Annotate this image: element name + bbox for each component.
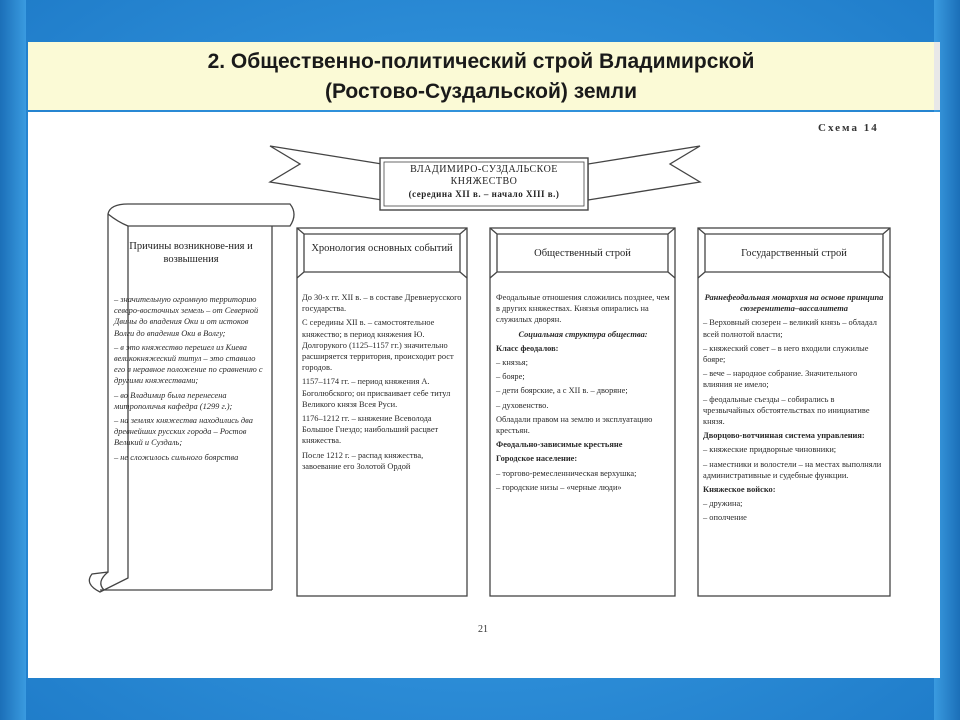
causes-item: – во Владимир была перенесена митрополичья кафедра (1299 г.);: [114, 390, 233, 411]
social-urban-item: – торгово-ремесленническая верхушка;: [496, 468, 637, 478]
chronology-list: [302, 292, 462, 475]
scheme-label: Схема 14: [818, 122, 879, 134]
chronology-item: 1157–1174 гг. – период княжения А. Боголюбского; он присваивает себе титул Великого князя Всея Руси.: [302, 377, 451, 409]
state-item: – феодальные съезды – собирались в чрезвычайных обстоятельствах по инициативе князя.: [703, 394, 870, 427]
banner-line-2: КНЯЖЕСТВО: [450, 176, 518, 187]
state-item: – Верховный сюзерен – великий князь – обладал всей полнотой власти;: [703, 318, 877, 339]
social-subhead: Социальная структура общества:: [518, 329, 648, 339]
state-palace-head: Дворцово-вотчинная система управления:: [703, 431, 865, 441]
social-feudal-item: – духовенство.: [496, 400, 549, 410]
causes-item: – на землях княжества находились два древнейших русских города – Ростов Великий и Суздаль;: [114, 416, 253, 448]
state-subhead: Раннефеодальная монархия на основе принципа сюзеренитета–вассалитета: [704, 293, 884, 314]
banner-ribbon-left: [270, 146, 382, 200]
banner-line-1: ВЛАДИМИРО-СУЗДАЛЬСКОЕ: [410, 164, 558, 175]
social-feudal-item: – бояре;: [496, 372, 525, 382]
chronology-item: После 1212 г. – распад княжества, завоевание его Золотой Ордой: [302, 450, 424, 471]
social-urban-item: – городские низы – «черные люди»: [496, 482, 622, 492]
banner-ribbon-right: [588, 146, 700, 200]
social-intro: Феодальные отношения сложились позднее, чем в других княжествах. Князья опирались на служилых дворян.: [496, 293, 670, 325]
social-feudal-item: – дети боярские, а с XII в. – дворяне;: [496, 386, 628, 396]
state-army-item: – ополчение: [703, 513, 747, 523]
causes-header: Причины возникнове-ния и возвышения: [129, 241, 253, 265]
state-palace-item: – наместники и волостели – на местах выполняли административные и судебные функции.: [703, 459, 882, 480]
state-army-head: Княжеское войско:: [703, 485, 776, 495]
social-header: Общественный строй: [534, 248, 631, 259]
chronology-item: До 30-х гг. XII в. – в составе Древнерусского государства.: [302, 293, 462, 314]
title-line-2: (Ростово-Суздальской) земли: [324, 80, 638, 103]
causes-item: – не сложилось сильного боярства: [114, 452, 239, 462]
social-dependent: Феодально-зависимые крестьяне: [496, 440, 623, 450]
state-item: – княжеский совет – в него входили служилые бояре;: [703, 343, 869, 365]
causes-list: [114, 294, 266, 466]
social-class-feudal: Класс феодалов:: [496, 343, 559, 353]
state-item: – вече – народное собрание. Значительного влияния не имело;: [703, 369, 858, 390]
state-header: Государственный строй: [741, 248, 847, 259]
banner-title: [384, 164, 584, 200]
chronology-header: Хронология основных событий: [311, 243, 453, 254]
social-urban: Городское население:: [496, 454, 578, 464]
state-army-item: – дружина;: [703, 499, 743, 509]
page-number: 21: [478, 624, 488, 635]
banner-line-3: (середина XII в. – начало XIII в.): [408, 189, 560, 199]
social-feudal-item: – князья;: [496, 358, 528, 368]
state-list: [703, 292, 885, 527]
social-feudal-note: Обладали правом на землю и эксплуатацию крестьян.: [496, 414, 653, 436]
state-palace-item: – княжеские придворные чиновники;: [703, 445, 837, 455]
social-list: [496, 292, 670, 496]
title-line-1: 2. Общественно-политический строй Владимирской: [207, 50, 755, 73]
chronology-item: 1176–1212 гг. – княжение Всеволода Большое Гнездо; наибольший расцвет княжества.: [302, 414, 439, 446]
causes-item: – в это княжество перешел из Киева великокняжеский титул – это ставило его в неравное положение по сравнению с другими княжествами;: [114, 342, 263, 386]
chronology-item: С середины XII в. – самостоятельное княжество; в период княжения Ю. Долгорукого (1125–1157 гг.) значительно расширяется территория, происходит рост городов.: [302, 318, 454, 373]
causes-item: – значительную огромную территорию северо-восточных земель – от Северной Двины до впадения Оки и от истоков Волги до впадения Оки в Волгу;: [114, 295, 259, 338]
